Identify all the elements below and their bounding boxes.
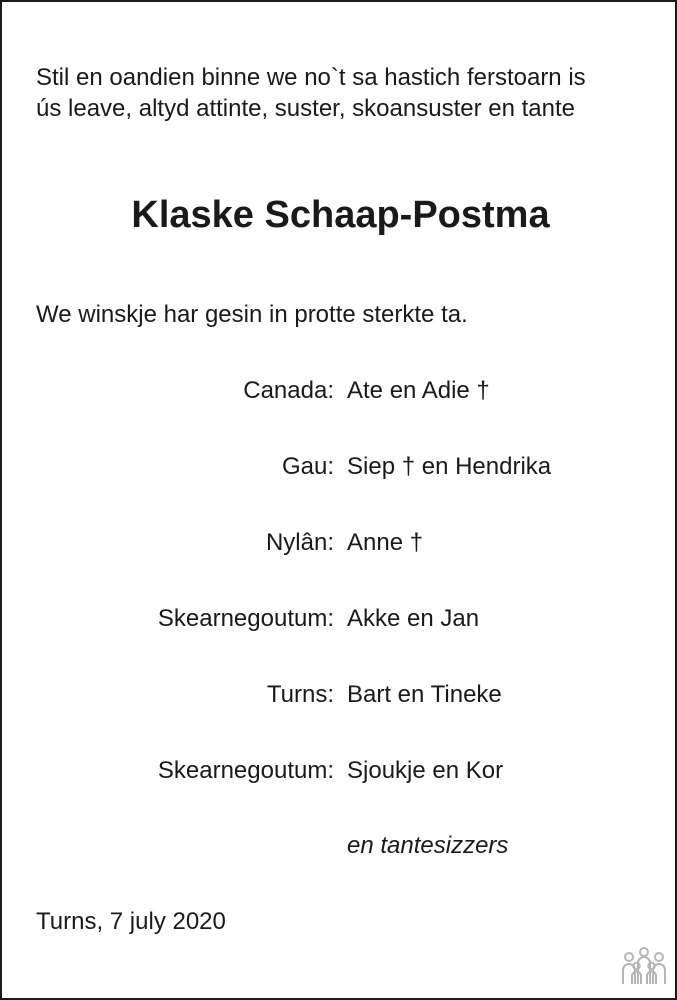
- family-members: Siep † en Hendrika: [347, 453, 552, 480]
- family-place: Turns:: [266, 681, 334, 708]
- family-members: Anne †: [347, 529, 424, 556]
- family-members: Bart en Tineke: [347, 681, 502, 708]
- family-row: [2, 375, 677, 451]
- family-row: [2, 451, 677, 527]
- deceased-name: Klaske Schaap-Postma: [131, 194, 550, 236]
- family-row: [2, 679, 677, 755]
- family-place: Skearnegoutum:: [157, 605, 334, 632]
- family-group-icon: [620, 946, 668, 988]
- family-row: [2, 527, 677, 603]
- place-and-date: Turns, 7 july 2020: [36, 908, 226, 935]
- family-row: [2, 603, 677, 679]
- condolence-wish: We winskje har gesin in protte sterkte ta.: [36, 301, 468, 328]
- family-place: Skearnegoutum:: [157, 757, 334, 784]
- intro-line-2: ús leave, altyd attinte, suster, skoansuster en tante: [36, 95, 575, 122]
- extra-relatives: en tantesizzers: [347, 832, 509, 859]
- family-row: [2, 755, 677, 831]
- family-members: Akke en Jan: [347, 605, 480, 632]
- family-place: Gau:: [281, 453, 334, 480]
- intro-text: [36, 62, 656, 124]
- family-place: Canada:: [243, 377, 334, 404]
- family-place: Nylân:: [265, 529, 334, 556]
- family-members: Sjoukje en Kor: [347, 757, 504, 784]
- family-list: [2, 375, 677, 831]
- intro-line-1: Stil en oandien binne we no`t sa hastich ferstoarn is: [36, 64, 586, 91]
- family-members: Ate en Adie †: [347, 377, 490, 404]
